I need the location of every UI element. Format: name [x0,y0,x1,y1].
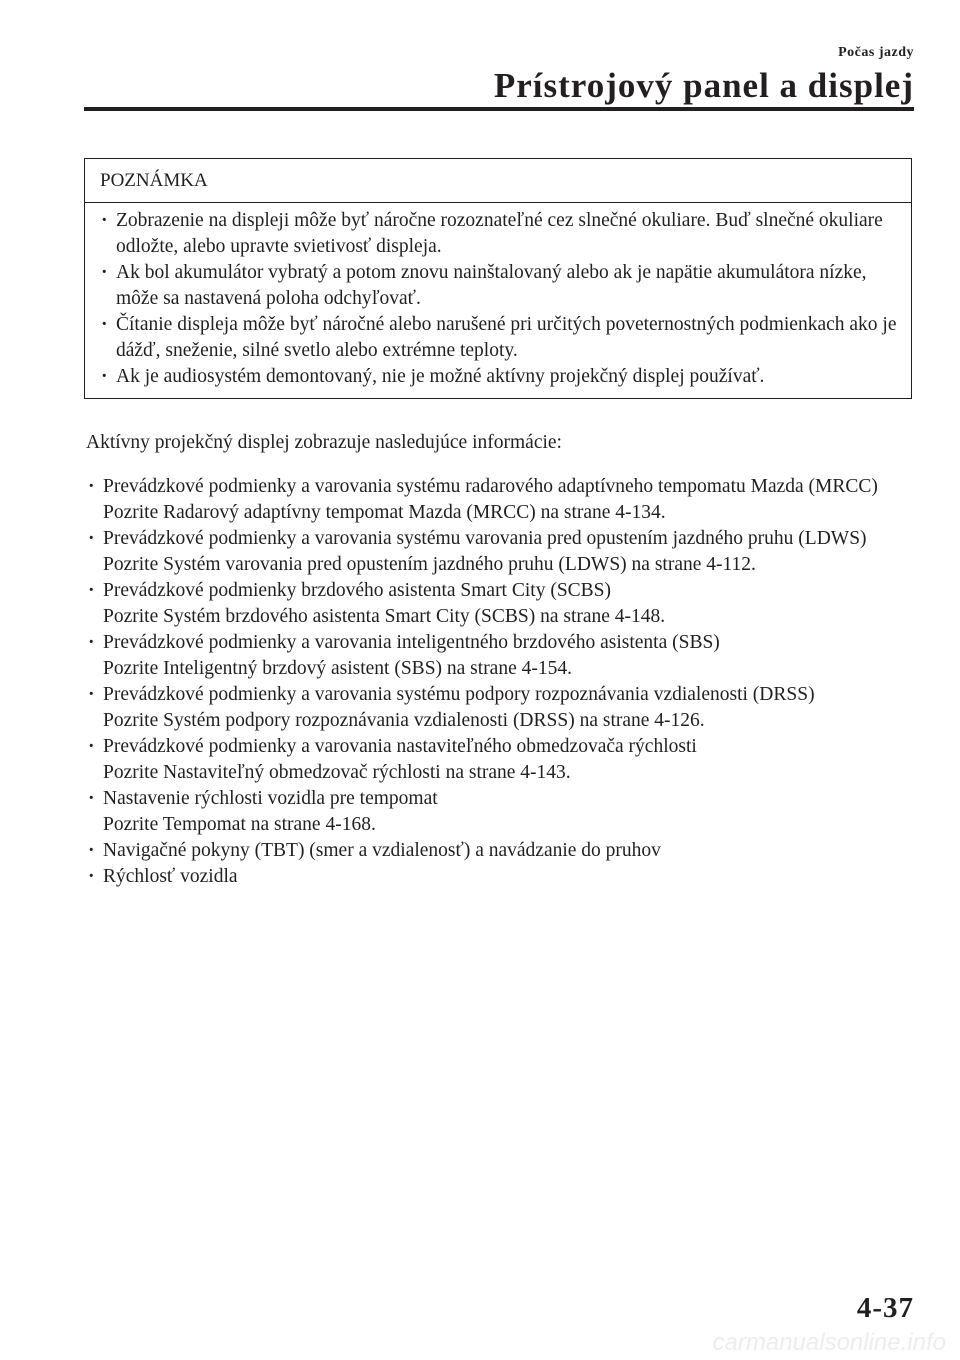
list-item-text: Rýchlosť vozidla [103,866,238,887]
list-item [86,474,916,526]
list-item-reference: Pozrite Systém brzdového asistenta Smart City (SCBS) na strane 4-148. [103,606,666,627]
page-number: 4-37 [856,1292,914,1324]
note-item: · Zobrazenie na displeji môže byť náročne rozoznateľné cez slnečné okuliare. Buď slnečné okuliare odložte, alebo upravte svietivosť displeja. [99,208,901,260]
list-item-text: Nastavenie rýchlosti vozidla pre tempomat [103,788,438,809]
list-item [86,682,916,734]
list-item-text: Prevádzkové podmienky a varovania systému radarového adaptívneho tempomatu Mazda (MRCC) [103,476,878,497]
note-item: · Ak bol akumulátor vybratý a potom znovu nainštalovaný alebo ak je napätie akumulátora nízke, môže sa nastavená poloha odchyľovať. [99,260,901,312]
intro-text: Aktívny projekčný displej zobrazuje nasledujúce informácie: [86,432,562,453]
list-item [86,838,916,864]
list-item-reference: Pozrite Radarový adaptívny tempomat Mazda (MRCC) na strane 4-134. [103,502,666,523]
header-rule [84,107,914,111]
note-item: · Ak je audiosystém demontovaný, nie je možné aktívny projekčný displej používať. [99,364,901,390]
list-item [86,578,916,630]
list-item-text: Prevádzkové podmienky a varovania nastaviteľného obmedzovača rýchlosti [103,736,697,757]
list-item-reference: Pozrite Tempomat na strane 4-168. [103,814,376,835]
list-item-reference: Pozrite Systém podpory rozpoznávania vzdialenosti (DRSS) na strane 4-126. [103,710,705,731]
list-item-text: Navigačné pokyny (TBT) (smer a vzdialenosť) a navádzanie do pruhov [103,840,661,861]
list-item-text: Prevádzkové podmienky a varovania inteligentného brzdového asistenta (SBS) [103,632,720,653]
section-label: Počas jazdy [838,45,914,60]
list-item-reference: Pozrite Systém varovania pred opustením jazdného pruhu (LDWS) na strane 4-112. [103,554,756,575]
list-item-text: Prevádzkové podmienky a varovania systému podpory rozpoznávania vzdialenosti (DRSS) [103,684,815,705]
list-item-reference: Pozrite Nastaviteľný obmedzovač rýchlosti na strane 4-143. [103,762,571,783]
note-box [84,158,912,399]
list-item-text: Prevádzkové podmienky brzdového asistenta Smart City (SCBS) [103,580,612,601]
list-item [86,526,916,578]
note-heading: POZNÁMKA [85,159,911,203]
info-list [86,474,916,890]
page-title: Prístrojový panel a displej [493,66,914,105]
list-item [86,864,916,890]
list-item [86,734,916,786]
list-item [86,786,916,838]
page-header [494,44,914,106]
list-item-text: Prevádzkové podmienky a varovania systému varovania pred opustením jazdného pruhu (LDWS) [103,528,867,549]
note-item: · Čítanie displeja môže byť náročné alebo narušené pri určitých poveternostných podmienkach ako je dážď, sneženie, silné svetlo alebo extrémne teploty. [99,312,901,364]
note-list [85,203,911,398]
watermark: carmanualsonline.info [712,1329,946,1356]
list-item [86,630,916,682]
list-item-reference: Pozrite Inteligentný brzdový asistent (SBS) na strane 4-154. [103,658,572,679]
